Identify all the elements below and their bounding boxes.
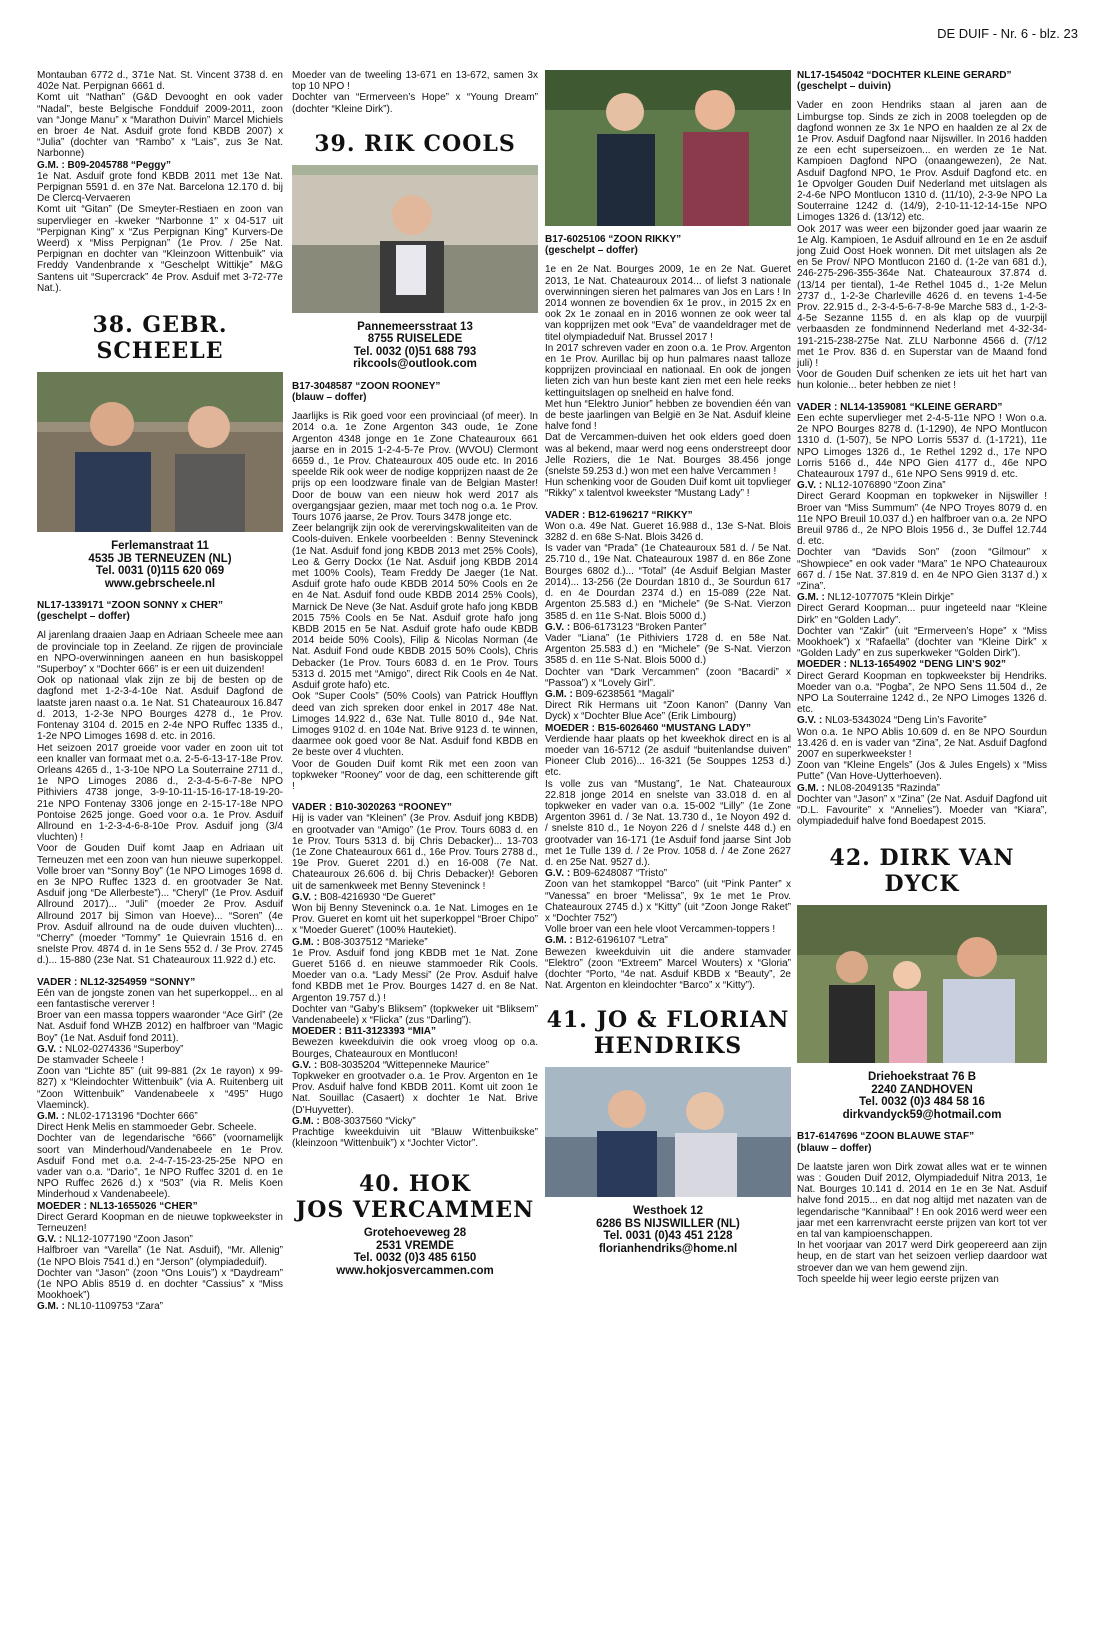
bird-heading: NL17-1339171 “ZOON SONNY x CHER” (geschelpt – doffer): [37, 600, 223, 623]
paragraph: G.V. : B09-6248087 “Tristo”: [545, 868, 668, 880]
paragraph: Dochter van “Dark Vercammen” (zoon “Bacardi” x “Passoa”) x “Lovely Girl”.: [545, 666, 791, 689]
paragraph: Vader en zoon Hendriks staan al jaren aan de Limburgse top. Sinds ze zich in 2008 toelegden op de dagfond wonnen ze 3x 1e NPO en haalden ze al 2x de 1e Prov. Asduif Dagfond naar Nijswiller. In 2016 hadden ze een echt superseizoen... en werden ze 1e Nat. Kampioen Dagfond NPO (onaangewezen), 2e Nat. Asduif Dagfond NPO, 1e Prov. Asduif Dagfond etc. en 1e Opvolger Gouden Duif Nederland met uitslagen als 2-4-6e NPO Montlucon 1310 d. (11/10), 2-3-9e NPO La Souterraine 1242 d. (14/9), 2-10-11-12-14-15e NPO Limoges 1326 d. (13/12) etc.: [797, 100, 1047, 224]
photo-gebr-scheele: [37, 372, 283, 532]
paragraph: G.V. : NL12-1076890 “Zoon Zina”: [797, 480, 946, 492]
paragraph: Direct Gerard Koopman en de nieuwe topkweekster in Terneuzen!: [37, 1211, 283, 1235]
address-street: Westhoek 12: [632, 1205, 704, 1218]
address-street: Ferlemanstraat 11: [111, 540, 209, 553]
bird-heading: NL17-1545042 “DOCHTER KLEINE GERARD” (geschelpt – duivin): [797, 70, 1012, 93]
paragraph: Volle broer van een hele vloot Vercammen-toppers !: [545, 924, 776, 936]
paragraph: Dat de Vercammen-duiven het ook elders goed doen was al bekend, maar werd nog eens onderstreept door Jelle Roziers, die 1e Nat. Bourges 38.456 jonge (snelste 59.253 d.) won met een halve Vercammen !: [545, 432, 791, 478]
section-title: 41. JO & FLORIAN HENDRIKS: [546, 1007, 790, 1060]
paragraph: Direct Rik Hermans uit “Zoon Kanon” (Danny Van Dyck) x “Dochter Blue Ace” (Erik Limbourg): [545, 700, 791, 723]
column-4: [797, 70, 1047, 1285]
paragraph: Komt uit “Gitan” (De Smeyter-Restiaen en zoon van supervlieger en -kweker “Narbonne 1” x 04-517 uit “Perpignan King” x “Zus Perpignan King” Kurvers-De Weerd) x “Miss Perpignan” (1e Prov. / 25e Nat. Perpignan en dochter van “Kleinzoon Wittenbuik” via Freddy Vandenbrande x “Geschelpt Wittikje” M&G Santens uit “Supercrack” 4e Prov. Asduif met 3-72-77e Nat.).: [37, 204, 283, 294]
paragraph: Jaarlijks is Rik goed voor een provinciaal (of meer). In 2014 o.a. 1e Zone Argenton 343 oude, 1e Zone Argenton 4348 jonge en 1e Zone Chateauroux 661 jaarse en in 2015 1-2-4-5-7e Prov. (WVOU) Clermont 6659 d., 1e Prov. Chateauroux 405 oude etc. In 2016 speelde Rik ook weer de nodige kopprijzen naast de 2e prijs op een loodzware finale van de Belgian Master! Door de bouw van een nieuw hok werd 2017 als overgangsjaar gezien, maar met toch nog o.a. 1e Prov. Tours 1076 jaarse, 2e Prov. Tours 3478 jonge etc.: [292, 411, 538, 524]
paragraph: Al jarenlang draaien Jaap en Adriaan Scheele mee aan de provinciale top in Zeeland. Ze rijgen de provinciale en NPO-overwinningen aaneen en hun basiskoppel “Superboy” x “Dochter 666” is er een uit duizenden!: [37, 630, 283, 676]
address-city: 2531 VREMDE: [376, 1239, 454, 1252]
address-block: [797, 1071, 1047, 1121]
address-web[interactable]: www.hokjosvercammen.com: [336, 1264, 494, 1277]
paragraph: Zeer belangrijk zijn ook de verervingskwaliteiten van de Cools-duiven. Enkele voorbeelden : Benny Steveninck (1e Nat. Asduif fond jong KBDB 2013 met 25% Cools), Leo & Gerry Dockx (1e Nat. Asduif jong KBDB 2014 met 100% Cools), Team Freddy De Jaeger (1e Nat. Asduif grote hafo oude KBDB 2014 50% Cools en 2e en 4e Nat. Asduif fond oude KBDB 2014 25% Cools), Marnick De Neve (3e Nat. Asduif grote hafo jong KBDB 2015 75% Cools en 5e Nat. Asduif grote hafo jong KBDB 2015 en 5e Nat. Asduif grote hafo oude KBDB 2014 beide 50% Cools), Filip & Nicolas Norman (4e Nat. Asduif Fond oude KBDB 2015 50% Cools), Chris Debacker (1e Prov. Tours 6083 d. en 1e Prov. Tours 5313 d. 2015 met “Amigo”, direct Rik Cools en 4e Nat. Asduif grote hafo) etc.: [292, 523, 538, 692]
paragraph: In het voorjaar van 2017 werd Dirk geopereerd aan zijn heup, en de start van het seizoen verliep daardoor wat stroever dan we van hem gewend zijn.: [797, 1240, 1047, 1274]
address-city: 4535 JB TERNEUZEN (NL): [88, 552, 232, 565]
paragraph: Ook 2017 was weer een bijzonder goed jaar waarin ze 1e Alg. Kampioen, 1e Asduif allround en 1e en 2e asduif jong Zuid Oost Hoek wonnen. Dit met uitslagen als 2e en 5e Prov/ NPO Montlucon 2160 d. (1-2e van 681 d.), 246-275-296-355-364e Nat. Chateauroux 37.874 d. (13/14 per tiental), 1-4e Rethel 1045 d., 1-2e Melun 2737 d., 1-2-3e Charleville 4626 d. en tevens 1-4-5e Prov. 22.915 d., 2-3-4-5-6-7-8-9e Marche 583 d., 1-2-3-4-5e Sezanne 1155 d. en als klap op de vuurpijl verbaasden ze fondminnend Nederland met 4-32-34-191-215-238-275e Nat. ZLU Narbonne 4566 d. (7/12 met 1e Prov. 836 d. en Superstar van de Maand fond juli) !: [797, 223, 1047, 370]
address-street: Pannemeersstraat 13: [357, 320, 473, 333]
paragraph: 1e Prov. Asduif fond jong KBDB met 1e Nat. Zone Gueret 5166 d. en nieuwe stammoeder Rik Cools. Moeder van o.a. “Lady Messi” (2e Prov. Asduif halve fond KBDB met 1e Prov. Bourges 1427 d. en 8e Nat. Argenton 19.757 d.) !: [292, 947, 538, 1004]
paragraph: Voor de Gouden Duif komt Rik met een zoon van topkweker “Rooney” voor de dag, een schitterende gift !: [292, 758, 538, 792]
paragraph: Komt uit “Nathan” (G&D Devooght en ook vader “Nadal”, beste Belgische Fondduif 2009-2011, zoon van “Jonge Manu” x “Marathon Duivin” Marcel Michiels en broer 4e Nat. Asduif grote fond KBDB 2007) x “Julia” (dochter van “Rambo” x “Lais”, zus 3e Nat. Narbonne): [37, 92, 283, 160]
moeder-heading: MOEDER : B11-3123393 “MIA”: [292, 1026, 436, 1038]
paragraph: Halfbroer van “Varella” (1e Nat. Asduif), “Mr. Allenig” (1e NPO Blois 7541 d.) en “Jerson” (olympiadeduif).: [37, 1245, 283, 1268]
paragraph: Won bij Benny Steveninck o.a. 1e Nat. Limoges en 1e Prov. Gueret en komt uit het superkoppel “Broer Chipo” x “Moeder Gueret” (100% Hautekiet).: [292, 902, 538, 937]
address-email[interactable]: dirkvandyck59@hotmail.com: [842, 1108, 1002, 1121]
paragraph: Won o.a. 1e NPO Ablis 10.609 d. en 8e NPO Sourdun 13.426 d. en is vader van “Zina”, 2e Nat. Asduif Dagfond 2007 en superkweekster !: [797, 726, 1047, 760]
address-web[interactable]: www.gebrscheele.nl: [104, 577, 216, 590]
paragraph: Voor de Gouden Duif schenken ze iets uit het hart van hun kolonie... beter hebben ze niet !: [797, 369, 1047, 392]
paragraph: Zoon van het stamkoppel “Barco” (uit “Pink Panter” x “Vanessa” en broer “Melissa”, 9x 1e met 1e Prov. Chateauroux 2745 d.) x “Kitty” (uit “Zoon Jonge Raket” x “Dochter 752”): [545, 879, 791, 924]
vader-heading: VADER : B12-6196217 “RIKKY”: [545, 509, 693, 521]
photo-rik-cools: [292, 165, 538, 313]
paragraph: Bewezen kweekduivin die ook vroeg vloog op o.a. Bourges, Chateauroux en Montlucon!: [292, 1037, 538, 1060]
address-block: [292, 321, 538, 371]
address-email[interactable]: rikcools@outlook.com: [353, 358, 477, 371]
paragraph: Zoon van “Kleine Engels” (Jos & Jules Engels) x “Miss Putte” (Van Hove-Uytterhoeven).: [797, 760, 1047, 783]
paragraph: G.V. : B08-4216930 “De Gueret”: [292, 891, 436, 903]
column-2: [292, 70, 538, 1287]
paragraph: Dochter van “Jason” x “Zina” (2e Nat. Asduif Dagfond uit “D.L. Favourite” x “Annelies”). Moeder van “Kiara”, olympiadeduif halve fond Boedapest 2015.: [797, 793, 1047, 828]
paragraph: Topkweker en grootvader o.a. 1e Prov. Argenton en 1e Prov. Asduif halve fond KBDB 2011. Komt uit zoon 1e Nat. Souillac (Casaert) x dochter 1e Nat. Brive (D’Huyvetter).: [292, 1071, 538, 1116]
paragraph: Dochter van “Ermerveen’s Hope” x “Young Dream” (dochter “Kleine Dirk”).: [292, 92, 538, 115]
paragraph: Voor de Gouden Duif komt Jaap en Adriaan uit Terneuzen met een zoon van hun nieuwe superkoppel. Volle broer van “Sonny Boy” (1e NPO Limoges 1698 d. en 3e NPO Ruffec 1323 d. en grootvader 3e Nat. Asduif jong “De Allerbeste”)... “Cheryl” (1e Prov. Asduif Allround 2017)... “Juli” (moeder 2e Prov. Asduif Allround 2017 bij Simon van Hoeve)... “Soren” (4e Prov. Asduif allround na de oude duiven vluchten)... “Cherry” (moeder “Tommy” 1e Quievrain 1516 d. en snelste Prov. 4874 d. in 1e Sens 552 d. / 3e Prov. 2745 d.)... 15-880 (23e Nat. S1 Chateauroux 11.922 d.) etc.: [37, 843, 283, 967]
paragraph: De stamvader Scheele !: [37, 1054, 144, 1066]
address-city: 8755 RUISELEDE: [367, 333, 463, 346]
vader-heading: VADER : NL12-3254959 “SONNY”: [37, 976, 196, 988]
paragraph: G.V. : NL12-1077190 “Zoon Jason”: [37, 1234, 193, 1246]
address-phone: Tel. 0032 (0)3 485 6150: [353, 1252, 477, 1265]
paragraph: Dochter van “Davids Son” (zoon “Gilmour” x “Showpiece” en ook vader “Mara” 1e NPO Chateauroux 667 d. / 15e Nat. 37.819 d. en 4e NPO Gien 3137 d.) x “Zina”.: [797, 547, 1047, 592]
paragraph: Broer van een massa toppers waaronder “Ace Girl” (2e Nat. Asduif fond WHZB 2012) en halfbroer van “Magic Boy” (1e Nat. Asduif fond 2011).: [37, 1010, 283, 1044]
paragraph: Zoon van “Lichte 85” (uit 99-881 (2x 1e rayon) x 99-827) x “Kleindochter Wittenbuik” (via A. Ruitenberg uit “Zoon Wittenbuik” Vandenabeele x “495” Hugo Vlaeminck).: [37, 1066, 283, 1111]
paragraph: Het seizoen 2017 groeide voor vader en zoon uit tot een knaller van formaat met o.a. 2-5-6-13-17-18e Prov. Orleans 4265 d., 1-3-10e NPO La Souterraine 2711 d., 1e NPO Limoges 2086 d., 2-3-4-5-6-7-8e NPO Pithiviers 4738 jonge, 3-9-10-11-15-16-17-18-19-20-21e NPO Fontenay 3306 jonge en 2-15-17-18e NPO Pontoise 2625 jonge. Goed voor o.a. 1e Prov. Asduif Allround en 1-2-3-4-6-8-10e Prov. Asduif jong (3/4 vluchten) !: [37, 742, 283, 844]
paragraph: Direct Gerard Koopman... puur ingeteeld naar “Kleine Dirk” en “Golden Lady”.: [797, 603, 1047, 626]
moeder-heading: MOEDER : NL13-1654902 “DENG LIN’S 902”: [797, 659, 1006, 671]
section-title: 40. HOK JOS VERCAMMEN: [295, 1171, 535, 1224]
address-email[interactable]: florianhendriks@home.nl: [598, 1242, 738, 1255]
paragraph: De laatste jaren won Dirk zowat alles wat er te winnen was : Gouden Duif 2012, Olympiadeduif Nitra 2013, 1e Nat. Bourges 10.141 d. 2014 en 1e en 3e Nat. Asduif halve fond 2015... en dat nog altijd met nazaten van de legendarische “Kannibaal” ! En ook 2016 werd weer een jaar met een karrenvracht eerste prijzen van kort tot ver en tal van kampioenschappen.: [797, 1161, 1047, 1241]
address-block: [37, 540, 283, 590]
paragraph: Dochter van “Gaby’s Bliksem” (topkweker uit “Bliksem” Vandenabeele) x “Flicka” (zus “Darling”).: [292, 1003, 538, 1026]
paragraph: 1e en 2e Nat. Bourges 2009, 1e en 2e Nat. Gueret 2013, 1e Nat. Chateauroux 2014... of liefst 3 nationale overwinningen sieren het palmares van Jos en Lars ! In 2014 wonnen ze bovendien 6x 1e prov., in 2015 2x en ook 2x 1e zonaal en in 2016 wonnen ze ook weer tal van kopprijzen met ook “Eva” de vaandeldrager met de titel olympiadeduif Nat. Brussel 2017 !: [545, 264, 791, 343]
paragraph: Moeder van de tweeling 13-671 en 13-672, samen 3x top 10 NPO !: [292, 70, 538, 93]
paragraph: Dochter van “Zakir” (uit “Ermerveen’s Hope” x “Miss Mookhoek”) x “Rafaella” (dochter van “Kleine Dirk” x “Golden Lady” en zus superkweker “Golden Dirk”).: [797, 625, 1047, 660]
photo-jo-florian-hendriks: [545, 1067, 791, 1197]
paragraph: Dochter van “Jason” (zoon “Ons Louis”) x “Daydream” (1e NPO Ablis 8519 d. en dochter “Cassius” x “Miss Mookhoek”): [37, 1267, 283, 1302]
column-3: [545, 70, 791, 1265]
paragraph: 1e Nat. Asduif grote fond KBDB 2011 met 13e Nat. Perpignan 5591 d. en 37e Nat. Barcelona 12.170 d. bij De Clercq-Vervaeren: [37, 170, 283, 205]
address-block: [545, 1205, 791, 1255]
address-street: Driehoekstraat 76 B: [867, 1071, 977, 1084]
section-title: 42. DIRK VAN DYCK: [829, 845, 1015, 898]
paragraph: Ook “Super Cools” (50% Cools) van Patrick Houfflyn deed van zich spreken door enkel in 2017 48e Nat. Limoges 14.922 d., 63e Nat. Tulle 8010 d., 94e Nat. Limoges 9102 d. en 104e Nat. Brive 9123 d. te winnen, daarmee ook goed voor 8e Nat. Asduif fond KBDB en 2e beste over 4 vluchten.: [292, 691, 538, 759]
address-phone: Tel. 0032 (0)3 484 58 16: [859, 1096, 985, 1109]
vader-heading: VADER : NL14-1359081 “KLEINE GERARD”: [797, 401, 1003, 413]
paragraph: Verdiende haar plaats op het kweekhok direct en is al moeder van 16-5712 (2e asduif “buitenlandse duiven” Pioneer Club 2016)... 16-321 (5e Souppes 1253 d.) etc.: [545, 733, 791, 779]
moeder-heading: MOEDER : NL13-1655026 “CHER”: [37, 1200, 198, 1212]
paragraph: G.M. : B12-6196107 “Letra”: [545, 935, 668, 947]
page-header: DE DUIF - Nr. 6 - blz. 23: [937, 26, 1078, 41]
paragraph: Direct Gerard Koopman en topkweker in Nijswiller ! Broer van “Miss Summum” (4e NPO Troyes 8079 d. en 11e NPO Breuil 10.037 d.) en halfbroer van o.a. 2e NPO Breuil 9786 d., 2e NPO Blois 1956 d., 3e Duffel 12.744 d. etc.: [797, 491, 1047, 548]
paragraph: Ook op nationaal vlak zijn ze bij de besten op de dagfond met 1-2-3-4-10e Nat. Asduif Dagfond de laatste jaren naast o.a. 1e Nat. S1 Chateauroux 16.847 d. 2013, 1-2-3e NPO Bourges 4278 d., 1e Prov. Fontenay 3104 d. 2015 en 2-4e NPO Ruffec 1335 d., 1-2e NPO Limoges 1698 d. etc. in 2016.: [37, 675, 283, 743]
paragraph: Montauban 6772 d., 371e Nat. St. Vincent 3738 d. en 402e Nat. Perpignan 6661 d.: [37, 70, 283, 93]
moeder-heading: MOEDER : B15-6026460 “MUSTANG LADY”: [545, 722, 751, 734]
paragraph: Direct Gerard Koopman en topkweekster bij Hendriks. Moeder van o.a. “Pogba”, 2e NPO Sens 11.504 d., 2e NPO La Souterraine 1242 d., 2e NPO Limoges 1326 d. etc.: [797, 670, 1047, 716]
photo-dirk-van-dyck: [797, 905, 1047, 1063]
address-phone: Tel. 0032 (0)51 688 793: [353, 345, 477, 358]
bird-heading: B17-6025106 “ZOON RIKKY” (geschelpt – doffer): [545, 234, 682, 257]
paragraph: Met hun “Elektro Junior” hebben ze bovendien één van de beste jaarlingen van België en 3e Nat. Asduif kleine halve fond !: [545, 398, 791, 433]
paragraph: Een echte supervlieger met 2-4-5-11e NPO ! Won o.a. 2e NPO Bourges 8278 d. (1-1290), 4e NPO Montlucon 1310 d. (1-507), 5e NPO Lorris 5537 d. (1-1721), 11e NPO Limoges 1326 d., 1e Rethel 1292 d., 17e NPO Lorris 5166 d., 44e NPO Gien 4177 d., 46e NPO Chateauroux 1797 d., 61e NPO Sens 9919 d. etc.: [797, 412, 1047, 480]
paragraph: Hij is vader van “Kleinen” (3e Prov. Asduif jong KBDB) en grootvader van “Amigo” (1e Prov. Tours 6083 d. en 1e Prov. Tours 5313 d. bij Chris Debacker)... 13-703 (1e Zone Chateauroux 661 d., 16e Prov. Tours 2788 d., 19e Prov. Gueret 2201 d.) en 16-008 (7e Nat. Chateauroux 26.606 d. bij Chris Debacker)! Geboren uit de samenkweek met Benny Steveninck !: [292, 813, 538, 892]
paragraph: G.M. : NL10-1109753 “Zara”: [37, 1301, 163, 1313]
paragraph: In 2017 schreven vader en zoon o.a. 1e Prov. Argenton en 1e Prov. Aurillac bij op hun palmares naast talloze kopprijzen provinciaal en nationaal. En ook de jongen lieten zich van hun beste kant zien met een hele reeks kettinguitslagen op snelheid en halve fond.: [545, 342, 791, 399]
paragraph: G.V. : B08-3035204 “Wittepenneke Maurice”: [292, 1059, 489, 1071]
address-street: Grotehoeveweg 28: [363, 1227, 467, 1240]
paragraph: G.M. : B08-3037512 “Marieke”: [292, 936, 428, 948]
paragraph: Direct Henk Melis en stammoeder Gebr. Scheele.: [37, 1122, 257, 1134]
address-phone: Tel. 0031 (0)115 620 069: [95, 565, 225, 578]
paragraph: Toch speelde hij weer legio eerste prijzen van: [797, 1273, 999, 1285]
paragraph: Dochter van de legendarische “666” (voornamelijk soort van Minderhoud/Vandenabeele en 1e Prov. Asduif Fond met o.a. 2-4-7-15-23-25-25e NPO en vader van o.a. “Dario”, 1e NPO Ruffec 3201 d. en 1e NPO Ruffec 2626 d.) x “503” (via R. Melis Koen Minderhoud x Vandenabeele).: [37, 1133, 283, 1201]
bird-heading: B17-3048587 “ZOON ROONEY” (blauw – doffer): [292, 380, 441, 404]
paragraph: Vader “Liana” (1e Pithiviers 1728 d. en 58e Nat. Argenton 25.583 d.) en “Michele” (9e S-Nat. Vierzon 3585 d. en 11e S-Nat. Blois 5000 d.): [545, 632, 791, 667]
photo-jos-vercammen: [545, 70, 791, 226]
paragraph: Is vader van “Prada” (1e Chateauroux 581 d. / 5e Nat. 25.710 d., 19e Nat. Chateauroux 1987 d. en 86e Zone Bourges 6802 d.)... “Total” (4e Asduif Belgian Master 2014)... 13-256 (2e Dourdan 1810 d., 3e Sourdun 617 d. en 4e Dourdan 2374 d.) en 15-089 (22e Nat. Argenton 25.583 d.) en “Michele” (9e S-Nat. Vierzon 3585 d. en 11e S-Nat. Blois 5000 d.): [545, 543, 791, 622]
paragraph: G.M. : B09-2045788 “Peggy”: [37, 159, 171, 171]
column-1: [37, 70, 283, 1313]
paragraph: G.M. : NL08-2049135 “Razinda”: [797, 782, 940, 794]
address-block: [292, 1227, 538, 1277]
paragraph: Hun schenking voor de Gouden Duif komt uit topvlieger “Rikky” x talentvol kweekster “Mustang Lady” !: [545, 477, 791, 500]
paragraph: Prachtige kweekduivin uit “Blauw Wittenbuikske” (kleinzoon “Wittenbuik”) x “Jochter Victor”.: [292, 1127, 538, 1150]
section-title: 38. GEBR. SCHEELE: [92, 312, 228, 365]
address-phone: Tel. 0031 (0)43 451 2128: [603, 1230, 733, 1243]
section-title: 39. RIK COOLS: [314, 130, 516, 157]
paragraph: G.M. : NL02-1713196 “Dochter 666”: [37, 1111, 198, 1122]
paragraph: Bewezen kweekduivin uit die andere stamvader “Elektro” (zoon “Extreem” Marcel Wouters) x “Gloria” (dochter “Porto, “4e nat. Asduif KBDB x “Beauty”, 2e Nat. Argenton en kleindochter “Barco” x “Kitty”).: [545, 946, 791, 992]
paragraph: Eén van de jongste zonen van het superkoppel... en al een fantastische vererver !: [37, 987, 283, 1010]
paragraph: G.M. : B09-6238561 “Magali”: [545, 688, 675, 700]
bird-heading: B17-6147696 “ZOON BLAUWE STAF” (blauw – doffer): [797, 1131, 975, 1154]
address-city: 6286 BS NIJSWILLER (NL): [596, 1217, 740, 1230]
paragraph: Is volle zus van “Mustang”, 1e Nat. Chateauroux 22.818 jonge 2014 en snelste van 33.018 d. en al topkweker en vader van o.a. 15-002 “Lilly” (1e Zone Argenton 3961 d. / 3e Nat. 13.730 d., 1e Noyon 492 d. / snelste 810 d., 1e Noyon 226 d / snelste 448 d.) en grootvader van 16-171 (1e Asduif fond jaarse Sint Job met 1e Tulle 139 d. / 2e Prov. 1058 d. / 4e Zone 2627 d. en 25e Nat. 9527 d.).: [545, 778, 791, 868]
paragraph: G.V. : NL03-5343024 “Deng Lin’s Favorite”: [797, 715, 987, 727]
vader-heading: VADER : B10-3020263 “ROONEY”: [292, 802, 452, 814]
paragraph: Won o.a. 49e Nat. Gueret 16.988 d., 13e S-Nat. Blois 3282 d. en 68e S-Nat. Blois 3426 d.: [545, 520, 791, 544]
paragraph: G.M. : NL12-1077075 “Klein Dirkje”: [797, 592, 954, 604]
paragraph: G.M. : B08-3037560 “Vicky”: [292, 1115, 416, 1127]
address-city: 2240 ZANDHOVEN: [871, 1083, 973, 1096]
paragraph: G.V. : NL02-0274336 “Superboy”: [37, 1043, 184, 1055]
paragraph: G.V. : B06-6173123 “Broken Panter”: [545, 621, 707, 633]
